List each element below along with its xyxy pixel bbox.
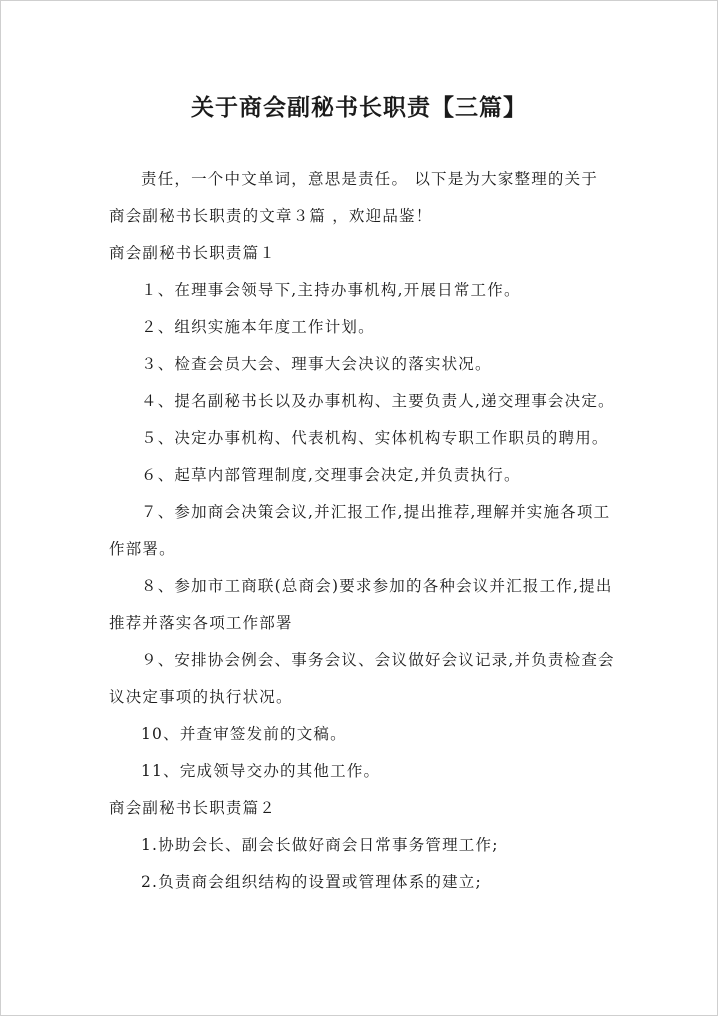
list-item: 2.负责商会组织结构的设置或管理体系的建立;: [141, 873, 482, 891]
list-item: ５、决定办事机构、代表机构、实体机构专职工作职员的聘用。: [141, 429, 609, 447]
list-item: 10、并查审签发前的文稿。: [141, 725, 347, 743]
list-item: ７、参加商会决策会议,并汇报工作,提出推荐,理解并实施各项工: [141, 503, 611, 521]
list-item: ４、提名副秘书长以及办事机构、主要负责人,递交理事会决定。: [141, 392, 615, 410]
list-item: ８、参加市工商联(总商会)要求参加的各种会议并汇报工作,提出: [141, 577, 613, 595]
list-item: ９、安排协会例会、事务会议、会议做好会议记录,并负责检查会: [141, 651, 615, 669]
intro-line-1: 责任，一个中文单词，意思是责任。 以下是为大家整理的关于: [141, 170, 599, 188]
document-body: [109, 169, 625, 909]
document-title: 关于商会副秘书长职责【三篇】: [191, 94, 527, 121]
intro-line-2: 商会副秘书长职责的文章３篇 ，欢迎品鉴！: [109, 207, 433, 225]
section-heading-2: 商会副秘书长职责篇２: [109, 799, 277, 817]
section-heading-1: 商会副秘书长职责篇１: [109, 244, 277, 262]
list-item-continuation: 议决定事项的执行状况。: [109, 688, 293, 706]
list-item-continuation: 作部署。: [109, 540, 176, 558]
list-item: １、在理事会领导下,主持办事机构,开展日常工作。: [141, 281, 521, 299]
list-item: 11、完成领导交办的其他工作。: [141, 762, 381, 780]
list-item-continuation: 推荐并落实各项工作部署: [109, 614, 293, 632]
list-item: ６、起草内部管理制度,交理事会决定,并负责执行。: [141, 466, 521, 484]
list-item: 1.协助会长、副会长做好商会日常事务管理工作;: [141, 836, 499, 854]
list-item: ２、组织实施本年度工作计划。: [141, 318, 375, 336]
list-item: ３、检查会员大会、理事大会决议的落实状况。: [141, 355, 492, 373]
